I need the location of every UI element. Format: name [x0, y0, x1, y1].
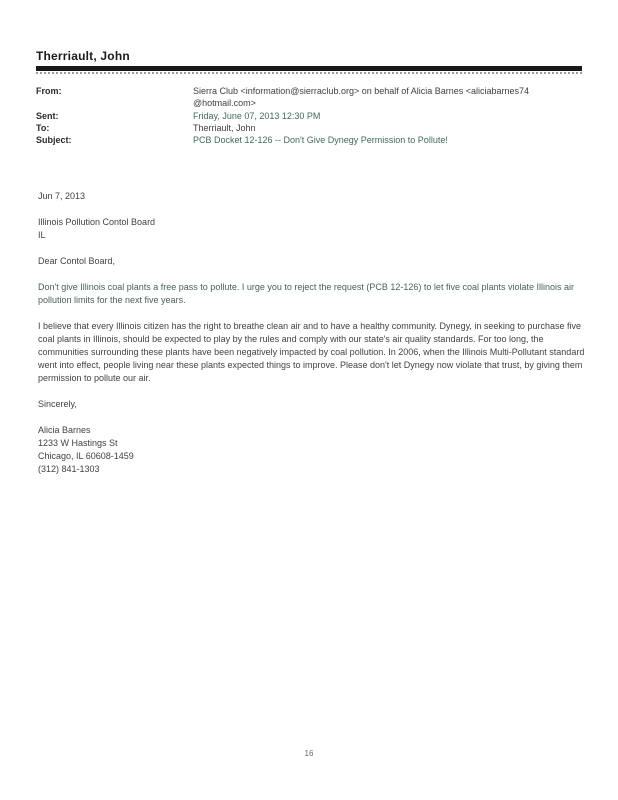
- from-label: From:: [36, 86, 62, 96]
- from-value-line2: @hotmail.com>: [193, 98, 256, 109]
- letter-address-block: [38, 216, 586, 242]
- recipient-header: Therriault, John: [36, 49, 130, 63]
- subject-label: Subject:: [36, 135, 72, 146]
- field-row-sent: [36, 110, 584, 122]
- signature-name: Alicia Barnes: [38, 425, 91, 435]
- to-label: To:: [36, 122, 50, 133]
- sent-label: Sent:: [36, 110, 59, 121]
- letter-paragraph-1: Don't give Illinois coal plants a free pass to pollute. I urge you to reject the request (PCB 12-126) to let five coal plants violate Illinois air pollution limits for the next five years.: [38, 282, 575, 305]
- signature-city-zip: Chicago, IL 60608-1459: [38, 451, 134, 461]
- address-line2: IL: [38, 230, 46, 240]
- document-header: [36, 49, 582, 71]
- page-number: 16: [304, 749, 314, 758]
- from-value-line1: Sierra Club <information@sierraclub.org> on behalf of Alicia Barnes <aliciabarnes74: [193, 86, 530, 96]
- subject-value: PCB Docket 12-126 -- Don't Give Dynegy Permission to Pollute!: [193, 135, 448, 146]
- from-value: [193, 85, 584, 110]
- letter-closing: Sincerely,: [38, 399, 77, 409]
- header-divider-rule: [36, 66, 582, 71]
- sent-value: Friday, June 07, 2013 12:30 PM: [193, 110, 321, 121]
- signature-street: 1233 W Hastings St: [38, 438, 118, 448]
- signature-block: [38, 424, 586, 476]
- to-value: Therriault, John: [193, 122, 256, 133]
- email-meta-fields: [36, 85, 584, 146]
- signature-phone: (312) 841-1303: [38, 464, 100, 474]
- letter-body: [38, 190, 586, 489]
- field-row-to: [36, 122, 584, 134]
- letter-paragraph-2: I believe that every Illinois citizen has the right to breathe clean air and to have a healthy community. Dynegy, in seeking to purchase five coal plants in Illinois, should be expected to play by the rules and comply with our state's air quality standards. For too long, the communities surrounding these plants have been negatively impacted by coal pollution. In 2006, when the Illinois Multi-Pollutant standard went into effect, people living near these plants expected things to improve. Please don't let Dynegy now violate that trust, by giving them permission to pollute our air.: [38, 321, 585, 383]
- field-row-from: [36, 85, 584, 110]
- letter-salutation: Dear Contol Board,: [38, 256, 116, 266]
- field-row-subject: [36, 134, 584, 146]
- letter-date: Jun 7, 2013: [38, 191, 86, 201]
- address-line1: Illinois Pollution Contol Board: [38, 217, 156, 227]
